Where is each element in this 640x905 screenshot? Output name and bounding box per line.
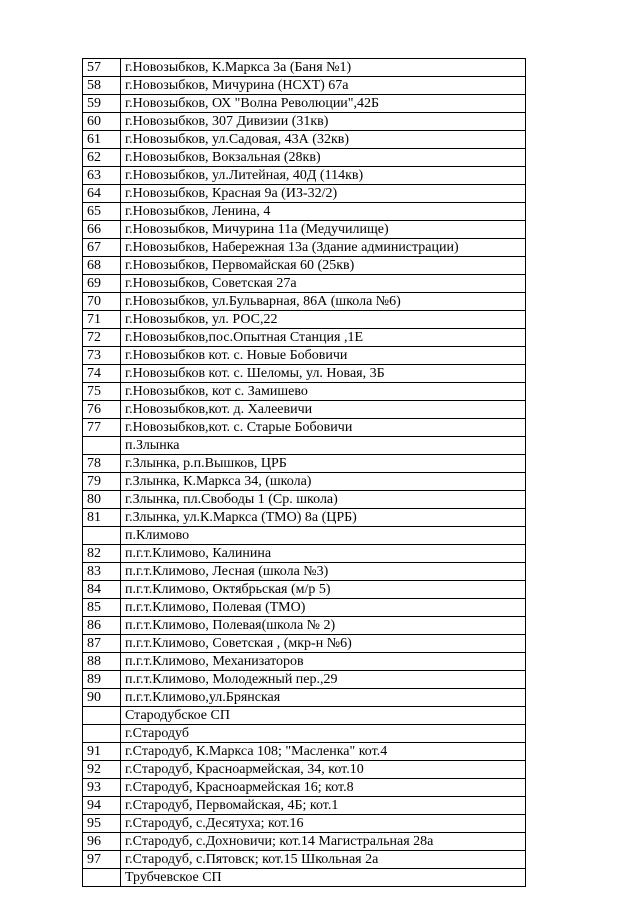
row-number <box>83 527 121 545</box>
row-number: 89 <box>83 671 121 689</box>
row-number <box>83 437 121 455</box>
address-table-body <box>83 59 526 887</box>
row-number <box>83 707 121 725</box>
address-cell: г.Стародуб, Красноармейская 16; кот.8 <box>121 779 526 797</box>
row-number: 83 <box>83 563 121 581</box>
table-row <box>83 167 526 185</box>
table-row <box>83 653 526 671</box>
row-number: 60 <box>83 113 121 131</box>
address-cell: г.Новозыбков, ул. РОС,22 <box>121 311 526 329</box>
table-row <box>83 131 526 149</box>
row-number <box>83 869 121 887</box>
row-number: 68 <box>83 257 121 275</box>
row-number: 76 <box>83 401 121 419</box>
address-cell: г.Новозыбков, 307 Дивизии (31кв) <box>121 113 526 131</box>
address-cell: п.г.т.Климово, Полевая(школа № 2) <box>121 617 526 635</box>
table-row <box>83 293 526 311</box>
row-number: 75 <box>83 383 121 401</box>
address-cell: г.Новозыбков, ОХ "Волна Революции",42Б <box>121 95 526 113</box>
table-row <box>83 149 526 167</box>
row-number: 70 <box>83 293 121 311</box>
address-cell: г.Новозыбков,кот. с. Старые Бобовичи <box>121 419 526 437</box>
table-row <box>83 329 526 347</box>
table-row <box>83 401 526 419</box>
address-cell: г.Стародуб, Первомайская, 4Б; кот.1 <box>121 797 526 815</box>
row-number: 57 <box>83 59 121 77</box>
table-row <box>83 77 526 95</box>
table-row <box>83 455 526 473</box>
table-row <box>83 617 526 635</box>
table-row <box>83 365 526 383</box>
address-cell: г.Новозыбков, ул.Бульварная, 86А (школа №6) <box>121 293 526 311</box>
address-cell: п.г.т.Климово, Полевая (ТМО) <box>121 599 526 617</box>
table-row <box>83 239 526 257</box>
address-cell: п.г.т.Климово,ул.Брянская <box>121 689 526 707</box>
section-label: Стародубское СП <box>121 707 526 725</box>
row-number: 77 <box>83 419 121 437</box>
row-number: 72 <box>83 329 121 347</box>
address-cell: г.Новозыбков, Советская 27а <box>121 275 526 293</box>
address-cell: г.Злынка, ул.К.Маркса (ТМО) 8а (ЦРБ) <box>121 509 526 527</box>
row-number: 71 <box>83 311 121 329</box>
table-row <box>83 815 526 833</box>
row-number: 74 <box>83 365 121 383</box>
section-label: п.Злынка <box>121 437 526 455</box>
table-row <box>83 203 526 221</box>
row-number: 88 <box>83 653 121 671</box>
address-cell: п.г.т.Климово, Лесная (школа №3) <box>121 563 526 581</box>
address-cell: г.Злынка, р.п.Вышков, ЦРБ <box>121 455 526 473</box>
section-header-row <box>83 527 526 545</box>
row-number: 94 <box>83 797 121 815</box>
table-row <box>83 59 526 77</box>
address-cell: п.г.т.Климово, Механизаторов <box>121 653 526 671</box>
address-cell: г.Злынка, К.Маркса 34, (школа) <box>121 473 526 491</box>
row-number: 66 <box>83 221 121 239</box>
section-label: п.Климово <box>121 527 526 545</box>
table-row <box>83 113 526 131</box>
table-row <box>83 833 526 851</box>
table-row <box>83 257 526 275</box>
table-row <box>83 635 526 653</box>
table-row <box>83 779 526 797</box>
row-number: 85 <box>83 599 121 617</box>
section-header-row <box>83 707 526 725</box>
address-cell: п.г.т.Климово, Калинина <box>121 545 526 563</box>
row-number: 95 <box>83 815 121 833</box>
address-cell: г.Новозыбков, Набережная 13а (Здание администрации) <box>121 239 526 257</box>
table-row <box>83 545 526 563</box>
table-row <box>83 185 526 203</box>
address-cell: п.г.т.Климово, Октябрьская (м/р 5) <box>121 581 526 599</box>
row-number: 63 <box>83 167 121 185</box>
row-number: 58 <box>83 77 121 95</box>
table-row <box>83 761 526 779</box>
address-cell: г.Новозыбков, ул.Садовая, 43А (32кв) <box>121 131 526 149</box>
address-cell: г.Новозыбков, К.Маркса 3а (Баня №1) <box>121 59 526 77</box>
row-number <box>83 725 121 743</box>
section-header-row <box>83 725 526 743</box>
address-cell: г.Новозыбков, ул.Литейная, 40Д (114кв) <box>121 167 526 185</box>
address-cell: г.Новозыбков, Вокзальная (28кв) <box>121 149 526 167</box>
table-row <box>83 275 526 293</box>
address-cell: г.Новозыбков, кот с. Замишево <box>121 383 526 401</box>
row-number: 90 <box>83 689 121 707</box>
address-cell: г.Новозыбков,пос.Опытная Станция ,1Е <box>121 329 526 347</box>
table-row <box>83 509 526 527</box>
row-number: 62 <box>83 149 121 167</box>
row-number: 82 <box>83 545 121 563</box>
table-row <box>83 563 526 581</box>
address-cell: г.Стародуб, с.Десятуха; кот.16 <box>121 815 526 833</box>
row-number: 61 <box>83 131 121 149</box>
row-number: 80 <box>83 491 121 509</box>
table-row <box>83 95 526 113</box>
table-row <box>83 581 526 599</box>
section-label: г.Стародуб <box>121 725 526 743</box>
address-cell: г.Новозыбков, Первомайская 60 (25кв) <box>121 257 526 275</box>
row-number: 84 <box>83 581 121 599</box>
row-number: 81 <box>83 509 121 527</box>
row-number: 69 <box>83 275 121 293</box>
table-row <box>83 689 526 707</box>
row-number: 59 <box>83 95 121 113</box>
table-row <box>83 851 526 869</box>
row-number: 92 <box>83 761 121 779</box>
address-cell: п.г.т.Климово, Молодежный пер.,29 <box>121 671 526 689</box>
address-cell: г.Стародуб, Красноармейская, 34, кот.10 <box>121 761 526 779</box>
address-cell: г.Новозыбков, Мичурина 11а (Медучилище) <box>121 221 526 239</box>
table-row <box>83 491 526 509</box>
table-row <box>83 797 526 815</box>
address-cell: г.Злынка, пл.Свободы 1 (Ср. школа) <box>121 491 526 509</box>
row-number: 93 <box>83 779 121 797</box>
row-number: 96 <box>83 833 121 851</box>
address-cell: г.Новозыбков кот. с. Новые Бобовичи <box>121 347 526 365</box>
address-cell: п.г.т.Климово, Советская , (мкр-н №6) <box>121 635 526 653</box>
address-cell: г.Стародуб, с.Пятовск; кот.15 Школьная 2а <box>121 851 526 869</box>
table-row <box>83 473 526 491</box>
row-number: 73 <box>83 347 121 365</box>
address-cell: г.Новозыбков,кот. д. Халеевичи <box>121 401 526 419</box>
row-number: 65 <box>83 203 121 221</box>
table-row <box>83 311 526 329</box>
address-cell: г.Новозыбков, Ленина, 4 <box>121 203 526 221</box>
section-header-row <box>83 437 526 455</box>
row-number: 91 <box>83 743 121 761</box>
section-label: Трубчевское СП <box>121 869 526 887</box>
table-row <box>83 599 526 617</box>
address-cell: г.Новозыбков кот. с. Шеломы, ул. Новая, 3Б <box>121 365 526 383</box>
address-cell: г.Новозыбков, Красная 9а (ИЗ-32/2) <box>121 185 526 203</box>
row-number: 97 <box>83 851 121 869</box>
table-row <box>83 419 526 437</box>
row-number: 67 <box>83 239 121 257</box>
address-table <box>82 58 526 887</box>
row-number: 64 <box>83 185 121 203</box>
section-header-row <box>83 869 526 887</box>
table-row <box>83 383 526 401</box>
table-row <box>83 221 526 239</box>
address-cell: г.Новозыбков, Мичурина (НСХТ) 67а <box>121 77 526 95</box>
table-row <box>83 347 526 365</box>
address-cell: г.Стародуб, с.Дохновичи; кот.14 Магистральная 28а <box>121 833 526 851</box>
row-number: 78 <box>83 455 121 473</box>
table-row <box>83 743 526 761</box>
row-number: 79 <box>83 473 121 491</box>
address-cell: г.Стародуб, К.Маркса 108; "Масленка" кот.4 <box>121 743 526 761</box>
row-number: 86 <box>83 617 121 635</box>
row-number: 87 <box>83 635 121 653</box>
table-row <box>83 671 526 689</box>
